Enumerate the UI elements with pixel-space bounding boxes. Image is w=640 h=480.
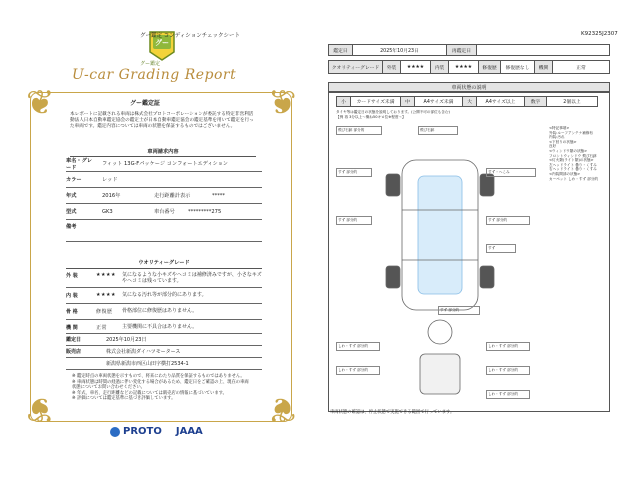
- vehicle-value: *********275: [188, 208, 222, 215]
- ornament-bottom-left: ❦: [26, 389, 55, 429]
- diagram-note: タイヤ等は鑑定日の状態を説明しております。(公開不可の部位も含む): [336, 110, 450, 114]
- int-key: 内装: [431, 61, 449, 73]
- redate-value: [477, 45, 609, 55]
- badge-text: グー: [155, 39, 169, 47]
- note-line: ※ 年式、車名、走行距離などの記載については販売店の情報に基づいています。: [72, 390, 227, 396]
- vehicle-value: レッド: [102, 177, 118, 183]
- grade-key: 機 関: [66, 325, 78, 331]
- grade-row: [66, 320, 262, 334]
- vehicle-key: 車台番号: [154, 209, 175, 215]
- proto-mark-icon: [110, 427, 120, 437]
- size-key: 数字: [525, 97, 547, 106]
- report-title: U-car Grading Report: [72, 67, 237, 83]
- repair-value: 修復歴なし: [501, 61, 535, 73]
- interior-outline: [420, 354, 460, 394]
- quality-row: [328, 60, 610, 74]
- note-line: ※ 鑑定時点の車両状態を示すもので、将来にわたり品質を保証するものではありません。: [72, 374, 245, 379]
- footer-row: [66, 358, 262, 370]
- grade-stars: ★★★★: [96, 272, 116, 278]
- state-title: 車両状態の説明: [328, 82, 610, 92]
- engine-key: 機関: [535, 61, 553, 73]
- note-line: ※ 評価については鑑定基準に基づき評価しています。: [72, 396, 176, 402]
- date-row: [328, 44, 610, 56]
- legend-line: フロントウィンドウ 飛び石跡: [549, 153, 597, 158]
- grade-key: 外 装: [66, 273, 78, 279]
- jaaa-logo: JAAA: [175, 426, 203, 437]
- vehicle-row: [66, 204, 262, 220]
- grade-key: 内 装: [66, 293, 78, 299]
- grade-label: 正常: [96, 325, 108, 331]
- vehicle-key: 車名・グレード: [66, 157, 92, 171]
- car-roof-glass: [418, 176, 462, 294]
- grade-stars: ★★★★: [96, 292, 116, 298]
- vehicle-row: [66, 172, 262, 188]
- proto-logo: [110, 426, 162, 437]
- legend-line: 右ヘッドライト 曇り・くすみ: [549, 167, 597, 172]
- vehicle-value: 2016年: [102, 193, 121, 199]
- grade-label: 修復歴: [96, 309, 113, 315]
- grade-desc: 気になるような小キズやヘコミは補修済みですが、小さなキズやヘコミは残っています。: [122, 272, 262, 284]
- vehicle-key: 備考: [66, 224, 77, 230]
- legend-line: <下回りの状態>: [549, 139, 577, 144]
- size-value: A4サイズ以上: [477, 97, 525, 106]
- damage-mark: すず 部分的: [438, 306, 480, 315]
- engine-value: 正常: [576, 65, 586, 71]
- legend-line: 外装:ルーフアンテナ補修有: [549, 130, 594, 135]
- footer-key: 鑑定日: [66, 337, 82, 343]
- note-line: ※ 車両状態は時間の経過に伴い変化する場合があるため、鑑定日をご確認の上、現在の車両状態についてお問い合わせください。: [72, 379, 249, 391]
- diagram-note: 【例 再 3分以上〜概ね50キロ位※程度〜】: [336, 115, 406, 119]
- sheet-code: K92325J2307: [581, 31, 618, 37]
- notes: [72, 374, 252, 402]
- footer-row: [66, 346, 262, 358]
- grade-row: [66, 268, 262, 288]
- quality-key: クオリティーグレード: [329, 61, 383, 73]
- damage-mark: すず 部分的: [486, 216, 530, 225]
- damage-mark: すず 部分的: [336, 168, 372, 177]
- size-value: A4サイズ未満: [415, 97, 463, 106]
- ext-key: 外装: [383, 61, 401, 73]
- size-value: カードサイズ未満: [351, 97, 401, 106]
- vehicle-value: *****: [212, 192, 225, 199]
- rear-right-wheel: [480, 266, 494, 288]
- ornament-bottom-right: ❦: [268, 389, 297, 429]
- special-notes: [549, 126, 605, 181]
- size-key: 小: [337, 97, 351, 106]
- damage-mark: しわ・すず 部分的: [486, 366, 530, 375]
- legend-line: 内装:汚れ: [549, 135, 565, 140]
- legend-line: <ウィンドウ類の状態>: [549, 148, 588, 153]
- damage-mark: しわ・すず 部分的: [486, 390, 530, 399]
- ornament-top-left: ❦: [26, 83, 55, 123]
- date-value: 2025年10月23日: [353, 45, 447, 55]
- vehicle-row: [66, 220, 262, 242]
- size-key: 中: [401, 97, 415, 106]
- vehicle-key: 型式: [66, 209, 77, 215]
- front-left-wheel: [386, 174, 400, 196]
- legend-line: カーペット しわ・すず 部分的: [549, 176, 599, 181]
- footer-row: [66, 334, 262, 346]
- legend-line: <内装間部の状態>: [549, 171, 581, 176]
- redate-key: 再鑑定日: [447, 45, 477, 55]
- footer-value: 2025年10月23日: [106, 337, 147, 343]
- certificate-subtitle: グー鑑定証: [130, 100, 161, 107]
- confirm-note: 車両状態の確認は、停止状態で実施できる範囲で行っています。: [330, 410, 455, 415]
- vehicle-value: フィット 13G·Fパッケージ コンフォートエディション: [102, 161, 228, 167]
- certificate-body: 本レポートに記載される車両は株式会社プロトコーポレーションが委託する特定非営利活動法人日本自動車鑑定協会の鑑定士が日本自動車鑑定協会の鑑定基準を用いて鑑定を行った車両です。鑑定内容については車両の状態を保証するものではございません。: [70, 112, 254, 130]
- legend-line: <特記事項>: [549, 126, 570, 130]
- legend-line: <灯火類(ライト類)の状態>: [549, 158, 594, 163]
- vehicle-key: カラー: [66, 177, 82, 183]
- damage-mark: すず 部分的: [336, 216, 372, 225]
- ext-stars: ★★★★: [401, 61, 431, 73]
- grade-desc: 気になる汚れ等が部分的にあります。: [122, 292, 207, 298]
- grade-row: [66, 288, 262, 304]
- damage-mark: 飛び石跡 部分的: [336, 126, 382, 135]
- damage-mark: すず・へこみ: [486, 168, 536, 177]
- size-key: 大: [463, 97, 477, 106]
- grade-key: 骨 格: [66, 309, 78, 315]
- vehicle-row: [66, 188, 262, 204]
- vehicle-row: [66, 156, 262, 172]
- size-legend-row: [336, 96, 598, 107]
- footer-value: 新潟県新潟市西区山田字横打2534-1: [106, 361, 189, 367]
- damage-mark: しわ・すず 部分的: [336, 366, 380, 375]
- logo-bar: [110, 426, 203, 437]
- size-value: 2個以上: [563, 100, 581, 105]
- vehicle-key: 走行距離計表示: [154, 193, 191, 199]
- int-stars: ★★★★: [449, 61, 479, 73]
- footer-value: 株式会社新潟ダイハツモータース: [106, 349, 181, 355]
- car-diagram: [380, 140, 500, 400]
- date-key: 鑑定日: [329, 45, 353, 55]
- steering-wheel-icon: [428, 320, 452, 344]
- front-right-wheel: [480, 174, 494, 196]
- legend-line: 良好: [549, 144, 557, 149]
- repair-key: 修復歴: [479, 61, 501, 73]
- certificate-border: [30, 92, 292, 422]
- footer-key: 販売店: [66, 349, 82, 355]
- grade-section-title: ウオリティーグレード: [66, 258, 262, 269]
- sheet-title: グー鑑定 コンディションチェックシート: [140, 33, 241, 39]
- vehicle-section-title: 車両請求内容: [70, 148, 256, 157]
- ornament-top-right: ❦: [268, 83, 297, 123]
- grade-desc: 主要機関に不具合はありません。: [122, 324, 198, 330]
- vehicle-key: 年式: [66, 193, 77, 199]
- badge-label: グー鑑定: [140, 61, 161, 67]
- vehicle-value: GK3: [102, 208, 113, 215]
- proto-text: PROTO: [123, 426, 162, 437]
- grade-row: [66, 304, 262, 320]
- legend-line: 左ヘッドライト 曇り・くすみ: [549, 162, 597, 167]
- grade-desc: 骨格部位に修復歴はありません。: [122, 308, 198, 314]
- rear-left-wheel: [386, 266, 400, 288]
- damage-mark: すず: [486, 244, 516, 253]
- damage-mark: 飛び石跡: [418, 126, 458, 135]
- damage-mark: しわ・すず 部分的: [336, 342, 380, 351]
- damage-mark: しわ・すず 部分的: [486, 342, 530, 351]
